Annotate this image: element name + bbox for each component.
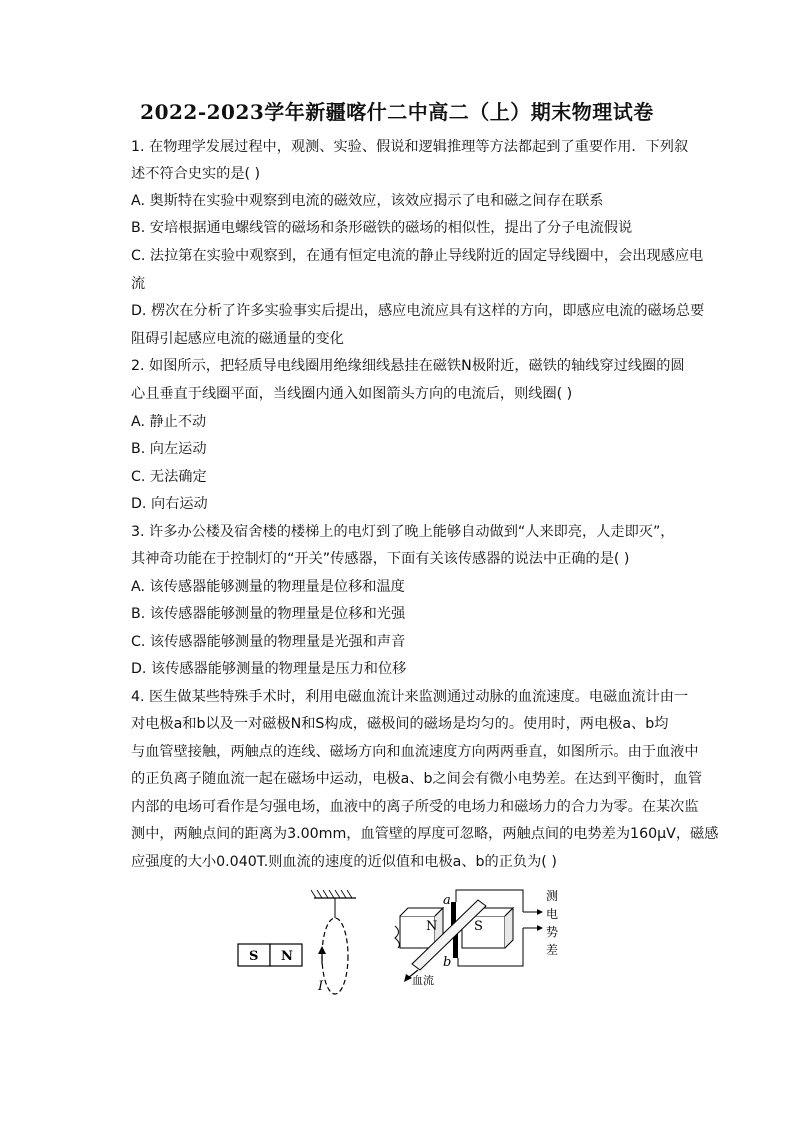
page-title: 2022-2023学年新疆喀什二中高二（上）期末物理试卷 xyxy=(140,100,654,124)
magnet-n-label: N xyxy=(281,949,293,964)
q1-option-c: C. 法拉第在实验中观察到，在通有恒定电流的静止导线附近的固定导线圈中，会出现感应电 xyxy=(131,248,704,264)
q3-option-c: C. 该传感器能够测量的物理量是光强和声音 xyxy=(131,634,406,650)
electrode-b-label: b xyxy=(443,955,452,970)
q4-stem-line-3: 与血管壁接触，两触点的连线、磁场方向和血流速度方向两两垂直，如图所示。由于血液中 xyxy=(131,744,699,760)
q1-stem-line-1: 1. 在物理学发展过程中，观测、实验、假说和逻辑推理等方法都起到了重要作用．下列叙 xyxy=(131,139,689,155)
q2-option-b: B. 向左运动 xyxy=(131,441,207,457)
pole-n-label: N xyxy=(426,919,438,934)
measure-label-char-4: 差 xyxy=(546,943,559,957)
q3-option-d: D. 该传感器能够测量的物理量是压力和位移 xyxy=(131,661,407,677)
q4-stem-line-6: 测中，两触点间的距离为3.00mm，血管壁的厚度可忽略，两触点间的电势差为160μV，磁感 xyxy=(131,826,719,842)
q2-option-d: D. 向右运动 xyxy=(131,496,208,512)
flowmeter-figure xyxy=(395,889,558,987)
q2-stem-line-1: 2. 如图所示，把轻质导电线圈用绝缘细线悬挂在磁铁N极附近，磁铁的轴线穿过线圈的圆 xyxy=(131,358,685,374)
figures xyxy=(230,886,570,996)
coil xyxy=(322,918,348,994)
q1-option-b: B. 安培根据通电螺线管的磁场和条形磁铁的磁场的相似性，提出了分子电流假说 xyxy=(131,220,633,236)
electrode-a-label: a xyxy=(443,893,451,908)
q3-option-b: B. 该传感器能够测量的物理量是位移和光强 xyxy=(131,606,406,622)
coil-magnet-figure xyxy=(238,890,356,994)
q1-option-d: D. 楞次在分析了许多实验事实后提出，感应电流应具有这样的方向，即感应电流的磁场总要 xyxy=(131,303,705,319)
q3-stem-line-2: 其神奇功能在于控制灯的“开关”传感器，下面有关该传感器的说法中正确的是( ) xyxy=(131,551,630,567)
q2-stem-line-2: 心且垂直于线圈平面，当线圈内通入如图箭头方向的电流后，则线圈( ) xyxy=(131,386,573,402)
measure-label-char-1: 测 xyxy=(546,889,559,903)
q1-option-c-cont: 流 xyxy=(131,276,146,292)
q3-stem-line-1: 3. 许多办公楼及宿舍楼的楼梯上的电灯到了晚上能够自动做到“人来即亮，人走即灭”， xyxy=(131,524,675,540)
flow-label: 血流 xyxy=(412,974,434,987)
pole-s-label: S xyxy=(474,919,483,934)
current-label: I xyxy=(318,979,324,994)
q4-stem-line-5: 内部的电场可看作是匀强电场，血液中的离子所受的电场力和磁场力的合力为零。在某次监 xyxy=(131,799,699,815)
q2-option-c: C. 无法确定 xyxy=(131,469,207,485)
measure-label-char-3: 势 xyxy=(546,925,559,939)
q1-option-a: A. 奥斯特在实验中观察到电流的磁效应，该效应揭示了电和磁之间存在联系 xyxy=(131,193,604,209)
q4-stem-line-2: 对电极a和b以及一对磁极N和S构成，磁极间的磁场是均匀的。使用时，两电极a、b均 xyxy=(131,716,669,732)
q4-stem-line-4: 的正负离子随血流一起在磁场中运动，电极a、b之间会有微小电势差。在达到平衡时，血管 xyxy=(131,771,703,787)
q4-stem-line-7: 应强度的大小0.040T.则血流的速度的近似值和电极a、b的正负为( ) xyxy=(131,854,557,870)
q4-stem-line-1: 4. 医生做某些特殊手术时，利用电磁血流计来监测通过动脉的血流速度。电磁血流计由一 xyxy=(131,689,689,705)
magnet-s-label: S xyxy=(249,949,259,964)
q1-stem-line-2: 述不符合史实的是( ) xyxy=(131,166,261,182)
q1-option-d-cont: 阻碍引起感应电流的磁通量的变化 xyxy=(131,331,344,347)
q3-option-a: A. 该传感器能够测量的物理量是位移和温度 xyxy=(131,579,405,595)
measure-label-char-2: 电 xyxy=(546,907,559,921)
q2-option-a: A. 静止不动 xyxy=(131,414,207,430)
